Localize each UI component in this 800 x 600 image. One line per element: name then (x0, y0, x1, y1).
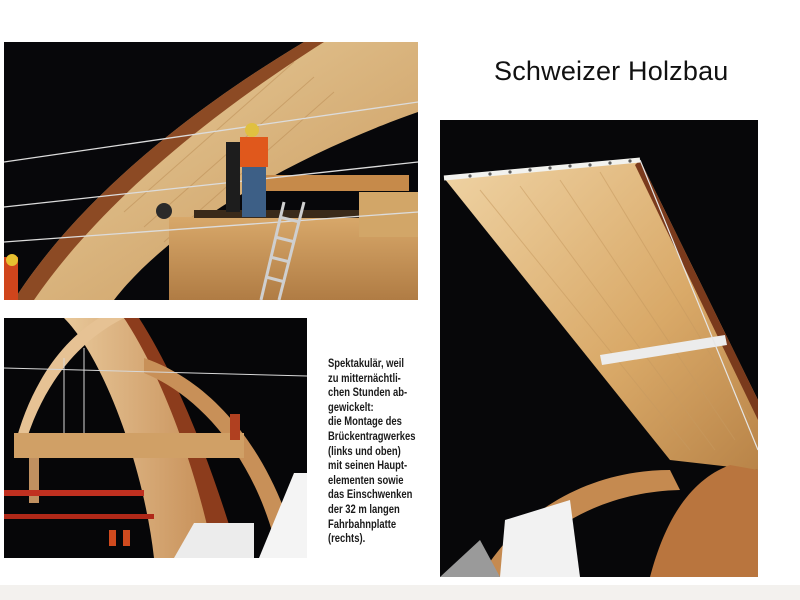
caption-line: zu mitternächtli- (328, 372, 401, 385)
photo-caption (328, 357, 418, 547)
photo-arch-worker (4, 42, 418, 300)
caption-line: (rechts). (328, 533, 366, 546)
caption-line: Brückentragwerkes (328, 430, 416, 443)
caption-line: (links und oben) (328, 445, 401, 458)
caption-line: chen Stunden ab- (328, 387, 408, 400)
photo-deck-plate (440, 120, 758, 577)
page-top-edge (0, 0, 800, 40)
photo-arch-bridge (4, 318, 307, 558)
page-bottom-strip (0, 585, 800, 600)
photo-deck-plate-image (440, 120, 758, 577)
caption-line: der 32 m langen (328, 503, 400, 516)
page-title: Schweizer Holzbau (494, 56, 729, 86)
photo-arch-bridge-image (4, 318, 307, 558)
caption-line: mit seinen Haupt- (328, 460, 408, 473)
caption-line: die Montage des (328, 416, 402, 429)
caption-line: Spektakulär, weil (328, 358, 405, 370)
caption-line: Fahrbahnplatte (328, 518, 397, 531)
caption-line: gewickelt: (328, 401, 374, 414)
caption-line: elementen sowie (328, 474, 404, 487)
caption-line: das Einschwenken (328, 489, 413, 502)
photo-arch-worker-image (4, 42, 418, 300)
